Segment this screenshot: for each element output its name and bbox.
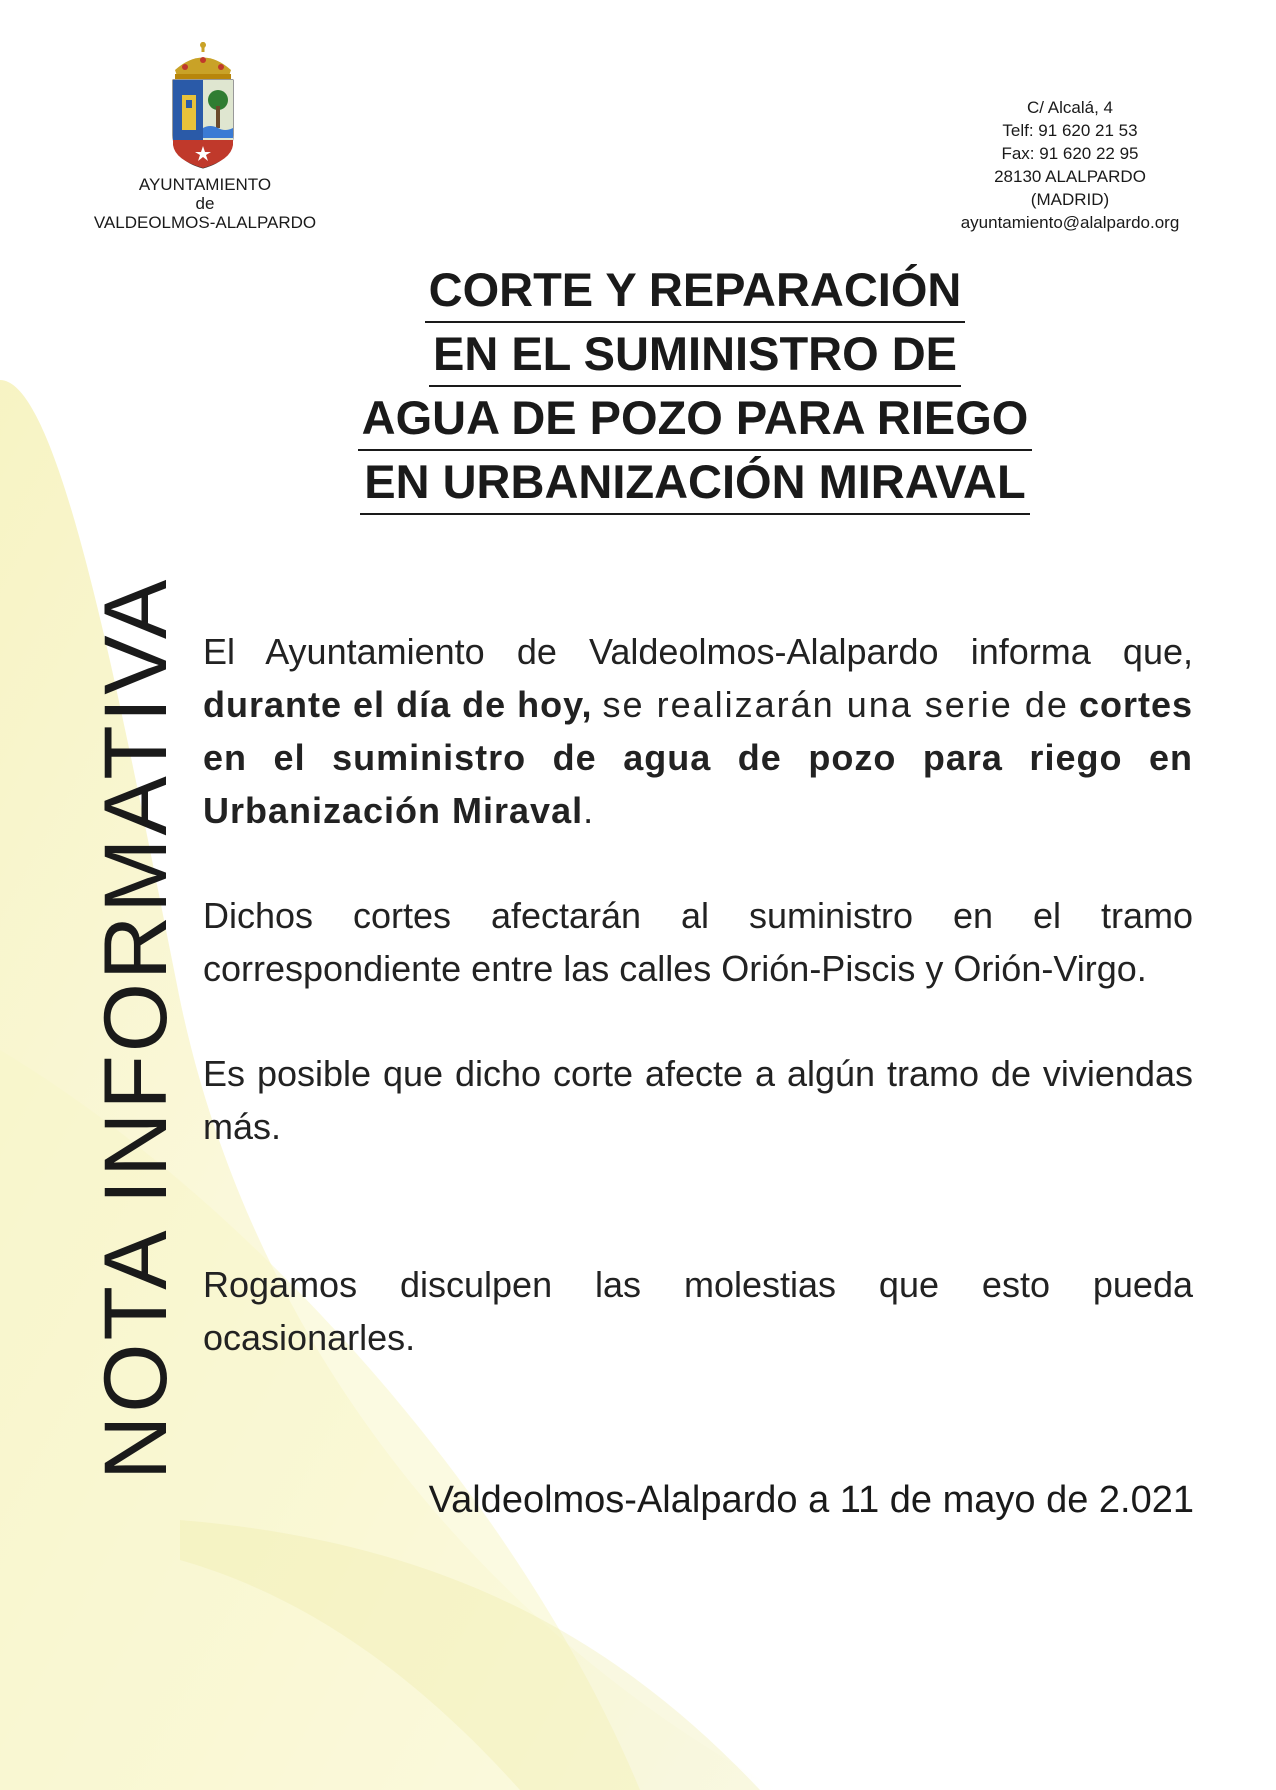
p1-emphasis-date: durante el día de hoy,	[203, 684, 593, 725]
vertical-label: NOTA INFORMATIVA	[85, 576, 185, 1480]
notice-body	[203, 625, 1193, 1364]
paragraph-2: Dichos cortes afectarán al suministro en el tramo correspondiente entre las calles Orión-Piscis y Orión-Virgo.	[203, 895, 1193, 989]
contact-email[interactable]: ayuntamiento@alalpardo.org	[960, 213, 1180, 232]
contact-block	[900, 96, 1240, 234]
paragraph-3: Es posible que dicho corte afecte a algún tramo de viviendas más.	[203, 1053, 1193, 1147]
org-line-2: de	[195, 194, 215, 213]
contact-address: C/ Alcalá, 4	[1027, 98, 1113, 117]
title-line-1: CORTE Y REPARACIÓN	[425, 265, 966, 323]
contact-fax: Fax: 91 620 22 95	[1001, 144, 1139, 163]
title-line-2: EN EL SUMINISTRO DE	[429, 329, 961, 387]
notice-title	[330, 265, 1060, 521]
coat-of-arms-icon	[165, 40, 241, 170]
date-line: Valdeolmos-Alalpardo a 11 de mayo de 2.021	[428, 1479, 1194, 1521]
contact-postal: 28130 ALALPARDO	[994, 167, 1146, 186]
p1-middle: se realizarán una serie de	[602, 684, 1069, 725]
org-line-3: VALDEOLMOS-ALALPARDO	[93, 213, 317, 232]
contact-region: (MADRID)	[1030, 190, 1110, 209]
paragraph-1	[203, 625, 1193, 837]
p1-intro: El Ayuntamiento de Valdeolmos-Alalpardo informa que,	[203, 631, 1193, 672]
title-line-4: EN URBANIZACIÓN MIRAVAL	[360, 457, 1029, 515]
org-line-1: AYUNTAMIENTO	[138, 175, 272, 194]
title-line-3: AGUA DE POZO PARA RIEGO	[358, 393, 1033, 451]
p1-emphasis-cuts: cortes en el suministro de agua de pozo para riego en Urbanización Miraval	[203, 684, 1193, 831]
contact-phone: Telf: 91 620 21 53	[1002, 121, 1138, 140]
paragraph-4: Rogamos disculpen las molestias que esto pueda ocasionarles.	[203, 1264, 1193, 1358]
municipality-name	[60, 175, 350, 232]
p1-period: .	[583, 790, 594, 831]
